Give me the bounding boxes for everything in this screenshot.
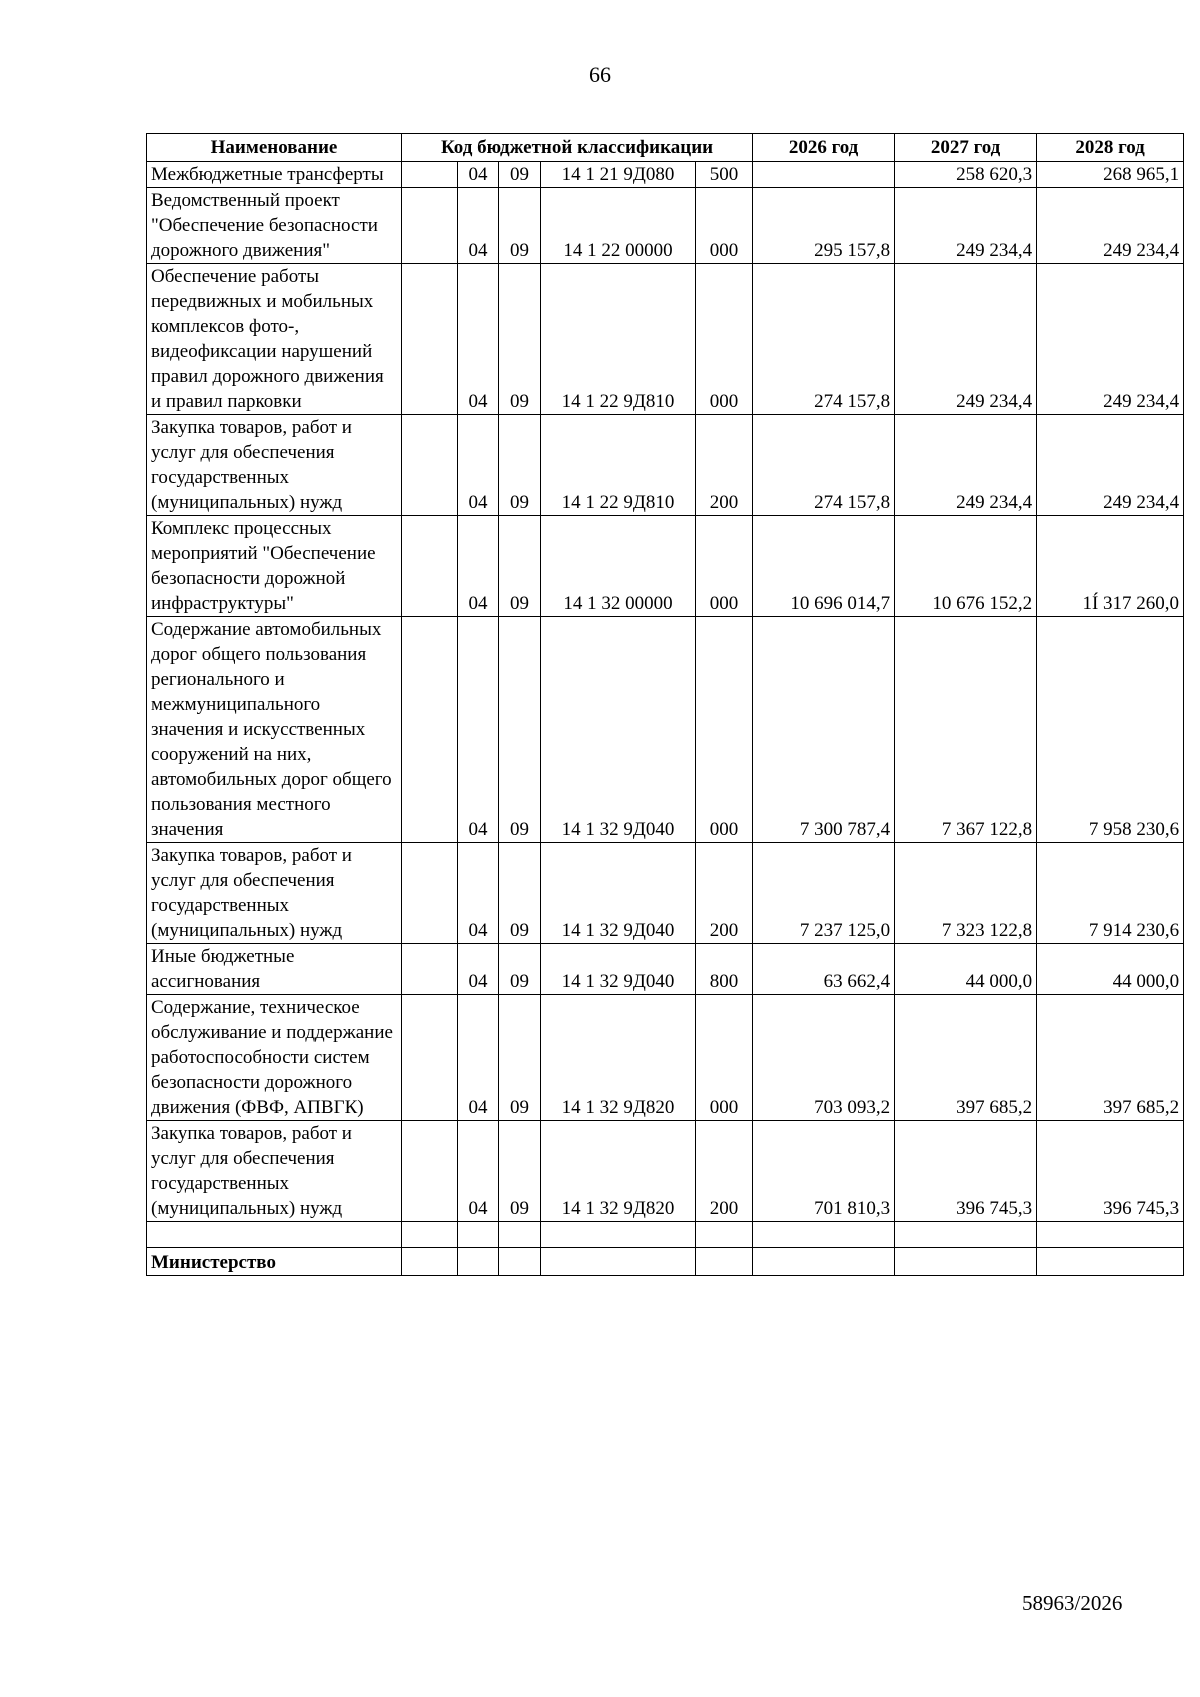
row-code-expense: 800: [696, 944, 753, 995]
table-row: [147, 516, 1184, 617]
row-code-1: [402, 188, 458, 264]
blank-cell: [458, 1248, 499, 1276]
row-code-target: 14 1 32 9Д040: [541, 617, 696, 843]
document-number: 58963/2026: [1022, 1591, 1123, 1615]
row-code-1: [402, 944, 458, 995]
row-name: Закупка товаров, работ и услуг для обеспечения государственных (муниципальных) нужд: [147, 843, 402, 944]
blank-cell: [147, 1222, 402, 1248]
blank-cell: [499, 1222, 541, 1248]
blank-cell: [696, 1248, 753, 1276]
row-code-1: [402, 1121, 458, 1222]
row-code-section: 04: [458, 944, 499, 995]
row-2027: 249 234,4: [895, 264, 1037, 415]
row-code-1: [402, 995, 458, 1121]
row-code-section: 04: [458, 516, 499, 617]
row-code-1: [402, 264, 458, 415]
budget-table: [146, 133, 1184, 1276]
row-code-expense: 000: [696, 516, 753, 617]
row-code-target: 14 1 32 00000: [541, 516, 696, 617]
row-name: Содержание, техническое обслуживание и поддержание работоспособности систем безопасности дорожного движения (ФВФ, АПВГК): [147, 995, 402, 1121]
row-name: Закупка товаров, работ и услуг для обеспечения государственных (муниципальных) нужд: [147, 1121, 402, 1222]
row-2026: 10 696 014,7: [753, 516, 895, 617]
table-row: [147, 264, 1184, 415]
row-2028: 249 234,4: [1037, 188, 1184, 264]
row-2027: 249 234,4: [895, 415, 1037, 516]
row-2028: 249 234,4: [1037, 264, 1184, 415]
row-code-subsection: 09: [499, 264, 541, 415]
row-code-subsection: 09: [499, 188, 541, 264]
blank-cell: [541, 1222, 696, 1248]
ministry-row: [147, 1248, 1184, 1276]
header-2027: 2027 год: [895, 134, 1037, 162]
row-2027: 249 234,4: [895, 188, 1037, 264]
row-code-section: 04: [458, 617, 499, 843]
row-code-subsection: 09: [499, 415, 541, 516]
row-code-section: 04: [458, 188, 499, 264]
row-2026: [753, 162, 895, 188]
table-row: [147, 944, 1184, 995]
row-code-target: 14 1 32 9Д040: [541, 944, 696, 995]
row-code-target: 14 1 22 00000: [541, 188, 696, 264]
header-name: Наименование: [147, 134, 402, 162]
row-code-section: 04: [458, 415, 499, 516]
table-row: [147, 995, 1184, 1121]
blank-cell: [1037, 1222, 1184, 1248]
blank-cell: [402, 1248, 458, 1276]
row-2028: 249 234,4: [1037, 415, 1184, 516]
blank-cell: [753, 1222, 895, 1248]
row-code-target: 14 1 22 9Д810: [541, 264, 696, 415]
page-number: 66: [589, 62, 611, 87]
row-2026: 703 093,2: [753, 995, 895, 1121]
row-code-subsection: 09: [499, 843, 541, 944]
row-2026: 274 157,8: [753, 264, 895, 415]
blank-cell: [541, 1248, 696, 1276]
row-code-1: [402, 415, 458, 516]
row-2027: 258 620,3: [895, 162, 1037, 188]
row-2028: 396 745,3: [1037, 1121, 1184, 1222]
row-code-expense: 000: [696, 617, 753, 843]
row-name: Межбюджетные трансферты: [147, 162, 402, 188]
row-name: Ведомственный проект "Обеспечение безопасности дорожного движения": [147, 188, 402, 264]
blank-cell: [1037, 1248, 1184, 1276]
row-name: Иные бюджетные ассигнования: [147, 944, 402, 995]
row-code-expense: 200: [696, 1121, 753, 1222]
row-code-expense: 000: [696, 264, 753, 415]
row-2027: 44 000,0: [895, 944, 1037, 995]
row-code-subsection: 09: [499, 617, 541, 843]
blank-cell: [753, 1248, 895, 1276]
blank-row: [147, 1222, 1184, 1248]
row-2027: 396 745,3: [895, 1121, 1037, 1222]
table-row: [147, 843, 1184, 944]
row-name: Комплекс процессных мероприятий "Обеспечение безопасности дорожной инфраструктуры": [147, 516, 402, 617]
row-code-section: 04: [458, 1121, 499, 1222]
blank-cell: [696, 1222, 753, 1248]
row-2026: 7 237 125,0: [753, 843, 895, 944]
blank-cell: [895, 1222, 1037, 1248]
row-2026: 295 157,8: [753, 188, 895, 264]
row-name: Закупка товаров, работ и услуг для обеспечения государственных (муниципальных) нужд: [147, 415, 402, 516]
row-code-expense: 000: [696, 995, 753, 1121]
blank-cell: [458, 1222, 499, 1248]
row-2028: 268 965,1: [1037, 162, 1184, 188]
blank-cell: [402, 1222, 458, 1248]
table-row: [147, 415, 1184, 516]
table-header-row: [147, 134, 1184, 162]
row-code-target: 14 1 32 9Д820: [541, 1121, 696, 1222]
blank-cell: [895, 1248, 1037, 1276]
row-code-section: 04: [458, 162, 499, 188]
row-2027: 7 367 122,8: [895, 617, 1037, 843]
table-row: [147, 188, 1184, 264]
row-code-1: [402, 843, 458, 944]
blank-cell: [499, 1248, 541, 1276]
row-code-1: [402, 162, 458, 188]
row-2028: 397 685,2: [1037, 995, 1184, 1121]
row-name: Содержание автомобильных дорог общего пользования регионального и межмуниципального значения и искусственных сооружений на них, автомобильных дорог общего пользования местного значения: [147, 617, 402, 843]
row-2028: 7 914 230,6: [1037, 843, 1184, 944]
header-code: Код бюджетной классификации: [402, 134, 753, 162]
row-name: Обеспечение работы передвижных и мобильных комплексов фото-, видеофиксации нарушений правил дорожного движения и правил парковки: [147, 264, 402, 415]
row-code-1: [402, 516, 458, 617]
row-code-section: 04: [458, 843, 499, 944]
row-code-subsection: 09: [499, 1121, 541, 1222]
row-code-1: [402, 617, 458, 843]
row-2026: 274 157,8: [753, 415, 895, 516]
ministry-name: Министерство: [147, 1248, 402, 1276]
row-2028: 1Í 317 260,0: [1037, 516, 1184, 617]
row-code-target: 14 1 21 9Д080: [541, 162, 696, 188]
row-code-expense: 000: [696, 188, 753, 264]
row-2026: 63 662,4: [753, 944, 895, 995]
header-2028: 2028 год: [1037, 134, 1184, 162]
table-row: [147, 1121, 1184, 1222]
row-2026: 701 810,3: [753, 1121, 895, 1222]
row-2027: 7 323 122,8: [895, 843, 1037, 944]
row-2026: 7 300 787,4: [753, 617, 895, 843]
row-code-target: 14 1 32 9Д040: [541, 843, 696, 944]
table-row: [147, 617, 1184, 843]
row-code-target: 14 1 32 9Д820: [541, 995, 696, 1121]
row-code-expense: 200: [696, 843, 753, 944]
row-code-subsection: 09: [499, 162, 541, 188]
table-row: [147, 162, 1184, 188]
row-code-expense: 500: [696, 162, 753, 188]
row-2027: 397 685,2: [895, 995, 1037, 1121]
row-code-section: 04: [458, 995, 499, 1121]
row-code-section: 04: [458, 264, 499, 415]
header-2026: 2026 год: [753, 134, 895, 162]
row-code-subsection: 09: [499, 995, 541, 1121]
row-2028: 44 000,0: [1037, 944, 1184, 995]
row-code-subsection: 09: [499, 944, 541, 995]
row-code-expense: 200: [696, 415, 753, 516]
row-2028: 7 958 230,6: [1037, 617, 1184, 843]
row-code-subsection: 09: [499, 516, 541, 617]
row-code-target: 14 1 22 9Д810: [541, 415, 696, 516]
row-2027: 10 676 152,2: [895, 516, 1037, 617]
